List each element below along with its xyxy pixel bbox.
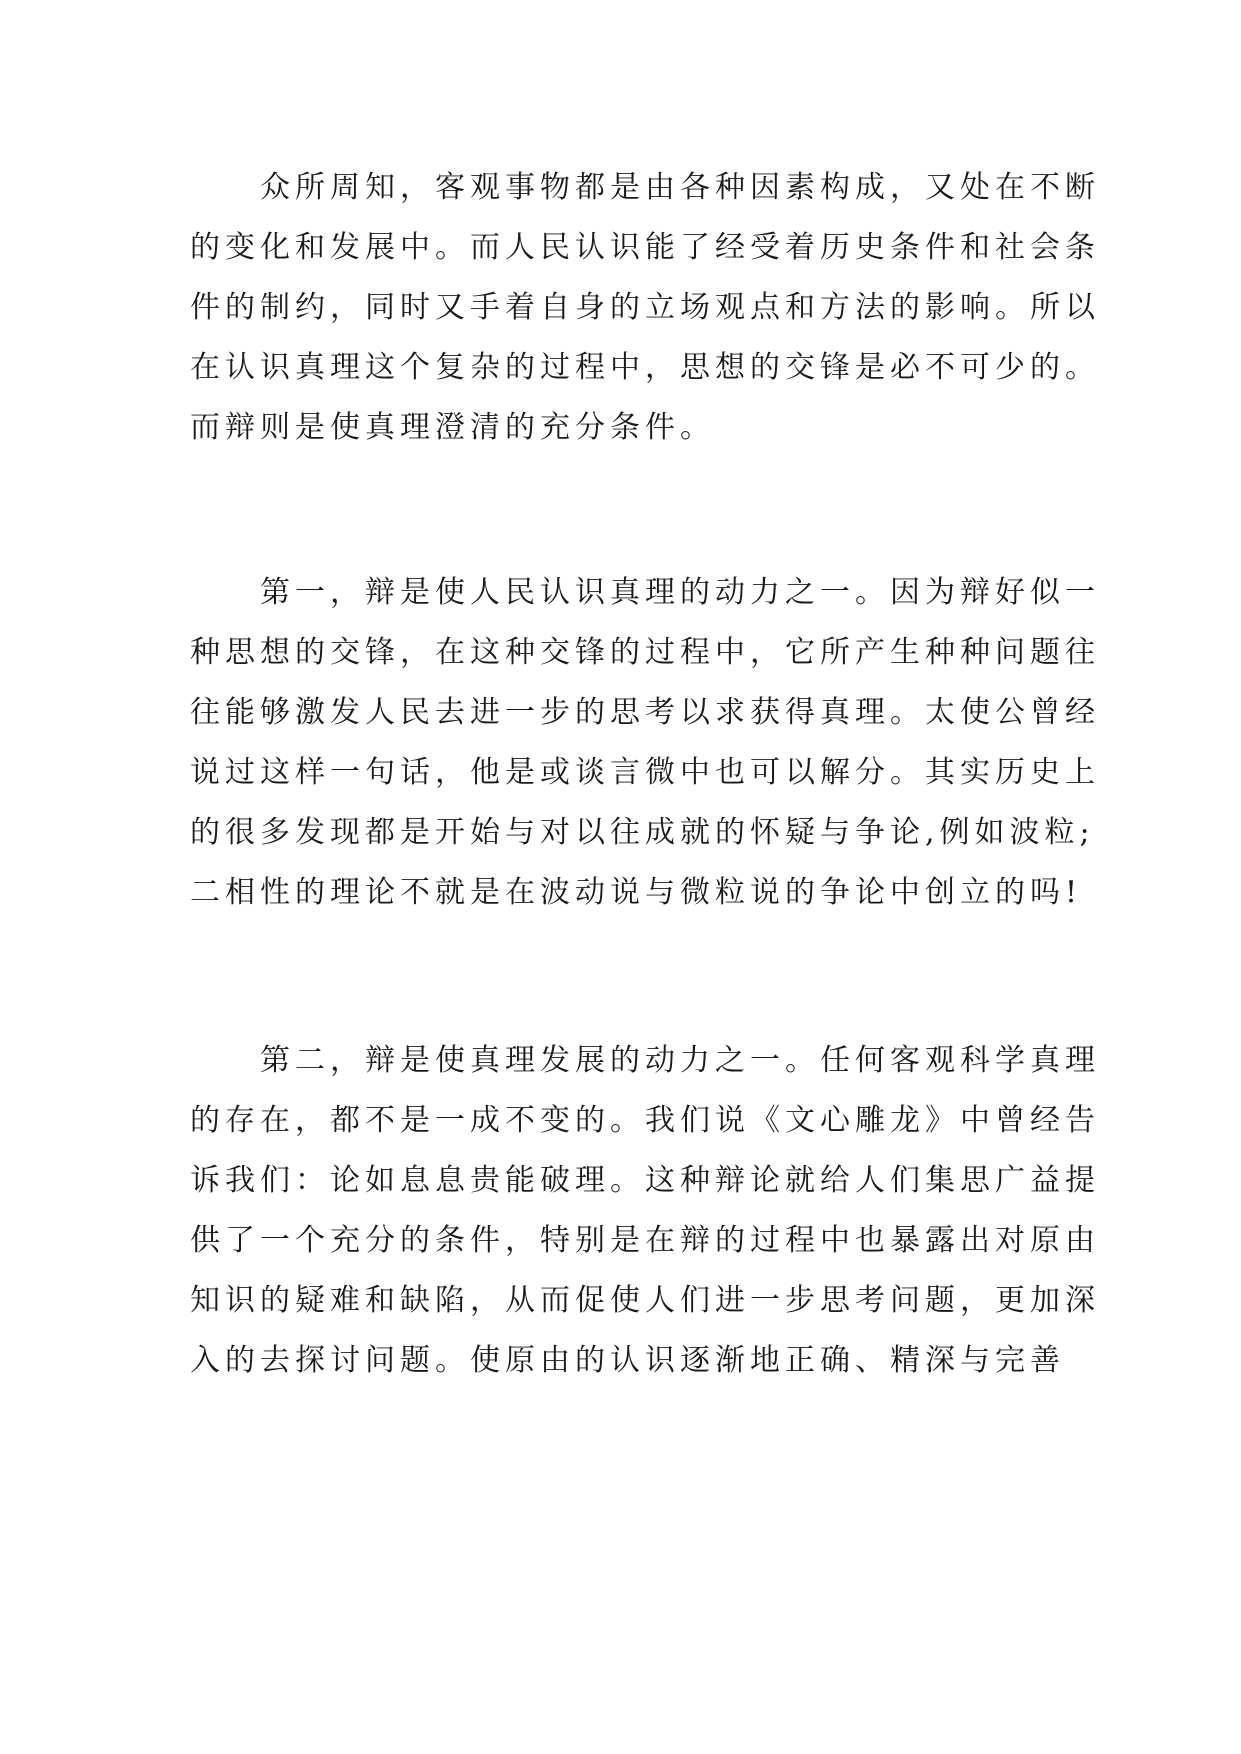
paragraph-first-point [190,563,1100,923]
paragraph-second-point [190,1031,1100,1391]
text-line: 在认识真理这个复杂的过程中，思想的交锋是必不可少的。 [190,350,1100,385]
text-line: 众所周知，客观事物都是由各种因素构成，又处在不断 [190,170,1100,205]
text-line: 的变化和发展中。而人民认识能了经受着历史条件和社会条 [190,230,1100,265]
text-line: 而辩则是使真理澄清的充分条件。 [190,410,715,445]
text-line: 第二，辩是使真理发展的动力之一。任何客观科学真理 [190,1043,1100,1078]
text-line: 往能够激发人民去进一步的思考以求获得真理。太使公曾经 [190,695,1100,730]
text-line: 的很多发现都是开始与对以往成就的怀疑与争论,例如波粒; [190,815,1095,850]
text-line: 入的去探讨问题。使原由的认识逐渐地正确、精深与完善 [190,1343,1065,1378]
text-line: 第一，辩是使人民认识真理的动力之一。因为辩好似一 [190,575,1100,610]
paragraph-intro [190,158,1100,458]
text-line: 供了一个充分的条件，特别是在辩的过程中也暴露出对原由 [190,1223,1100,1258]
text-line: 二相性的理论不就是在波动说与微粒说的争论中创立的吗! [190,875,1083,910]
text-line: 种思想的交锋，在这种交锋的过程中，它所产生种种问题往 [190,635,1100,670]
text-line: 件的制约，同时又手着自身的立场观点和方法的影响。所以 [190,290,1100,325]
text-line: 的存在，都不是一成不变的。我们说《文心雕龙》中曾经告 [190,1103,1100,1138]
text-line: 知识的疑难和缺陷，从而促使人们进一步思考问题，更加深 [190,1283,1100,1318]
text-line: 说过这样一句话，他是或谈言微中也可以解分。其实历史上 [190,755,1100,790]
text-line: 诉我们：论如息息贵能破理。这种辩论就给人们集思广益提 [190,1163,1100,1198]
